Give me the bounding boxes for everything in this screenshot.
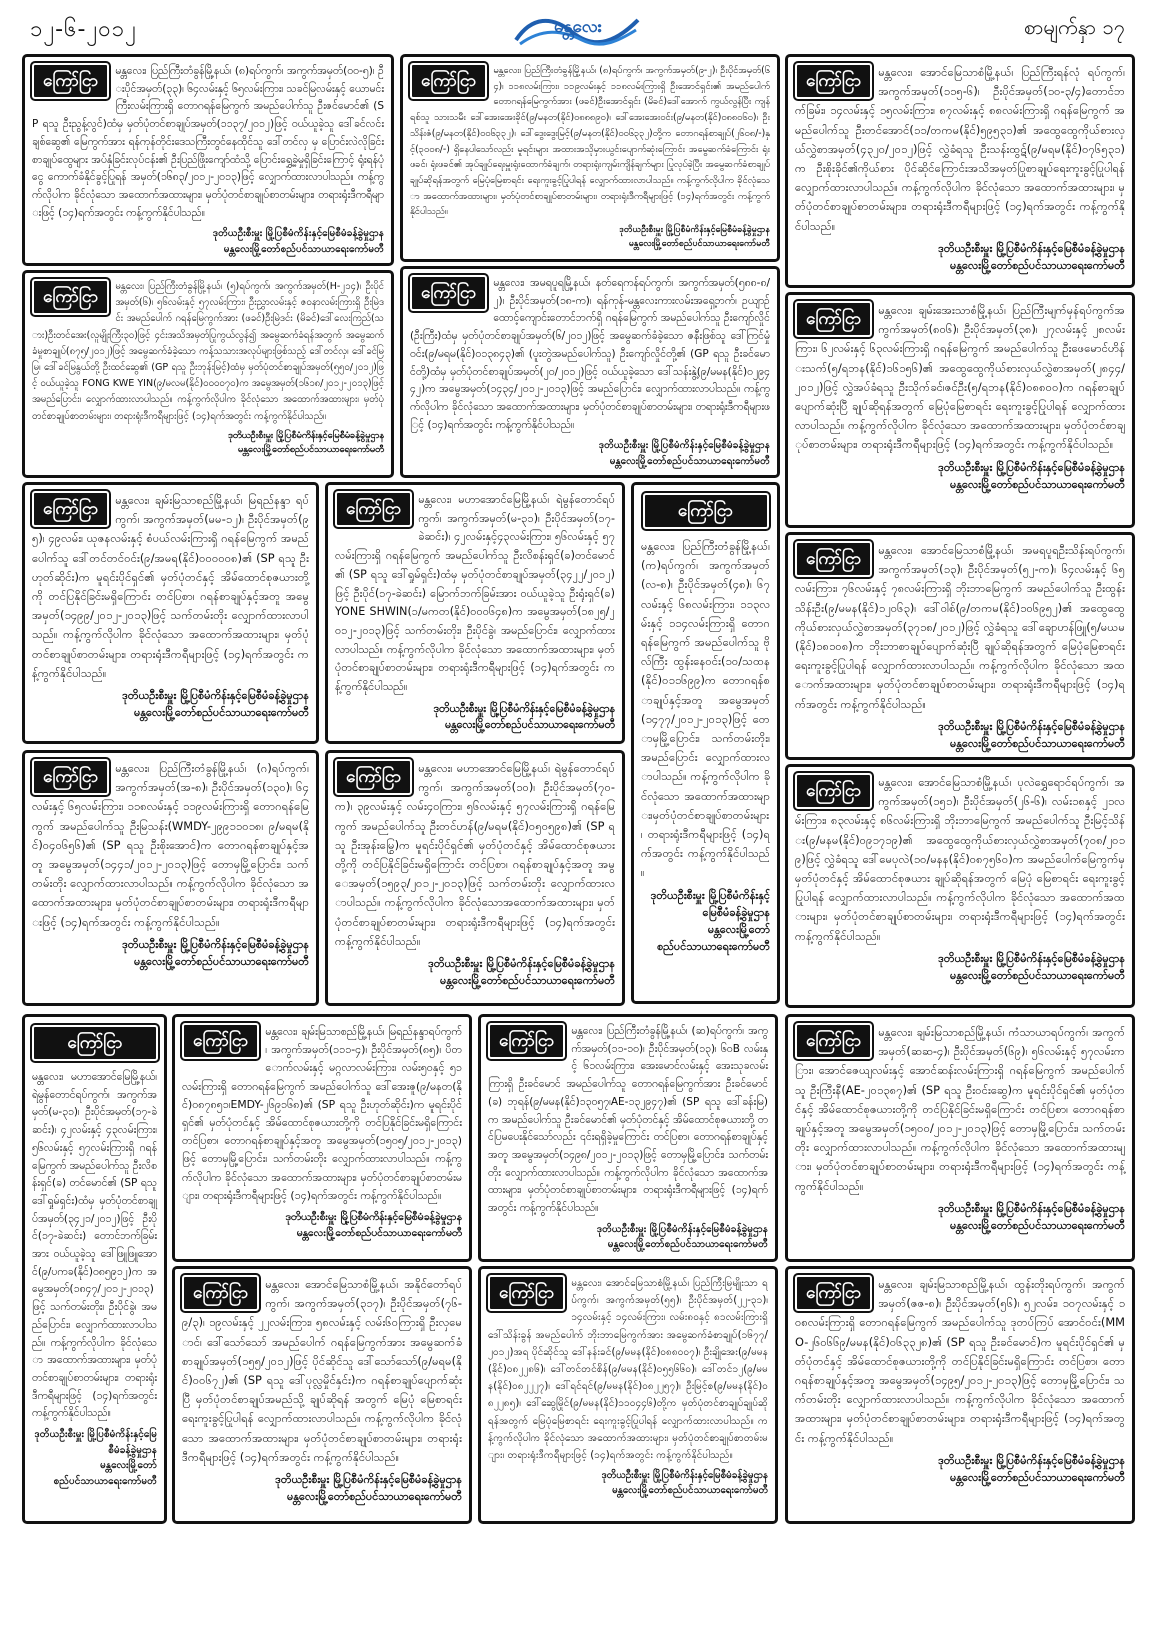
notice-body: မန္တလေး၊ ချမ်းအေးသာစံမြို့နယ်၊ ပြည်ကြီးမျက်မှန်ရပ်ကွက်အကွက်အမှတ်(၈၀၆)၊ ဦးပိုင်အမှတ်(၃၈)၊ ၂၇လမ်းနှင့် ၂၈လမ်းကြား၊ ၆၂လမ်းနှင့် ၆၃လမ်းကြားရှိ ဂရန်မြေကွက် အမည်ပေါက်သူ ဦးဖေမောင်ဟိန်းသက်(၅/ရဘန(နိုင်)၁၆၁၅၆)၏ အထွေထွေကိုယ်စားလှယ်လွှဲစာအမှတ်(၂၈၄၄/၂၀၁၂)ဖြင့် လွှဲအပ်ခံရသူ ဦးသိုက်ခင်၊ဇင်ဦး(၅/ရဘန(နိုင်)၀၈၈၀၀)က ဂရန်စာချုပ်ပျောက်ဆုံးပြီ ချုပ်ဆိုရန်အတွက် မြေပုံမြေစာရင်း ရေးကူးခွင့်ပြုပါရန် လျှောက်ထားလာပါသည်။ ကန့်ကွက်လိုပါက ခိုင်လုံသော အထောက်အထားများ၊ မှတ်ပုံတင်စာချုပ်စာတမ်းများ၊ တရားရုံးဒီကရီများဖြင့် (၁၄)ရက်အတွင်း ကန့်ကွက်နိုင်ပါသည်။ (795, 303, 1125, 452)
notice-tag: ကြော်ငြာ (795, 773, 872, 809)
notice-signature (795, 950, 1125, 984)
notice-tag: ကြော်ငြာ (335, 491, 412, 527)
classified-notice (325, 482, 625, 744)
notice-signature (795, 459, 1125, 493)
classified-notice (325, 750, 625, 1006)
notice-tag: ကြော်ငြာ (335, 759, 412, 795)
notice-signature (32, 226, 384, 257)
notice-body: မန္တလေး၊ ချမ်းမြသာစည်မြို့နယ်၊ ထွန်းတိုးရပ်ကွက်၊ အကွက်အမှတ်(ဇဇ-၈)၊ ဦးပိုင်အမှတ်(၅၆)၊ ၅၂လမ်း၊ ၁၀၇လမ်းနှင့် ၁၀၈လမ်းကြားရှိ တောဂရန်မြေကွက် အမည်ပေါက်သူ ဒုတပ်ကြပ် အောင်ဝင်း(MMO-၂၆၀၆၆၉/မမန(နိုင်)၀၆၃၃၂၈)၏ (SP ရသူ ဦးခင်မောင်)က မူရင်းပိုင်ရှင်၏ မှတ်ပုံတင်နှင့် အိမ်ထောင်စုဇယားတို့ကို တင်ပြနိုင်ခြင်းမရှိကြောင်း တင်ပြစာ၊ တောဂရန်စာချုပ်နှင့်အတူ အမွေအမှတ်(၁၄၉၅/၂၀၁၂-၂၀၁၃)ဖြင့် တောမှမြို့ပြောင်း၊ သက်တမ်းတိုး လျှောက်ထားလာပါသည်။ ကန့်ကွက်လိုပါက ခိုင်လုံသော အထောက်အထားများ၊ မှတ်ပုံတင်စာချုပ်စာတမ်းများ၊ တရားရုံးဒီကရီများဖြင့် (၁၄)ရက်အတွင်း ကန့်ကွက်နိုင်ပါသည်။ (795, 1277, 1125, 1445)
notice-body: မန္တလေး၊ အောင်မြေသာစံမြို့နယ်၊ အမရပူရဦးသိန်းရပ်ကွက်၊ အကွက်အမှတ်(၁၃)၊ ဦးပိုင်အမှတ်(၅၂-က)၊ ၆၄လမ်းနှင့် ၆၅လမ်းကြား၊ ၇၆လမ်းနှင့် ၇၈လမ်းကြားရှိ ဘိုးဘာမြေကွက် အမည်ပေါက်သူ ဦးထွန်းသိန်းဦး(၉/မမန(နိုင်)၁၂၀၆၃)၊ ဒေါ်ဝါစ်(၉/တကမ(နိုင်)၁၀၆၉၅၂)၏ အထွေထွေကိုယ်စားလှယ်လွှဲစာအမှတ်(၃၇၁၈/၂၀၁၂)ဖြင့် လွှဲခံရသူ ဒေါ်ချောဟန်ဖြူ(၅/မယမ(နိုင်)၁၈၁၀၈)က ဘိုးဘာစာချုပ်ပျောက်ဆုံးပြီ ချုပ်ဆိုရန်အတွက် မြေပုံမြေစာရင်း ရေးကူးခွင့်ပြုပါရန် လျှောက်ထားလာပါသည်။ ကန့်ကွက်လိုပါက ခိုင်လုံသော အထောက်အထားများ၊ မှတ်ပုံတင်စာချုပ်စာတမ်းများ၊ တရားရုံးဒီကရီများဖြင့် (၁၄)ရက်အတွင်း ကန့်ကွက်နိုင်ပါသည်။ (795, 543, 1125, 711)
notice-body: မန္တလေး၊ အမရပူရမြို့နယ်၊ နတ်ရေကန်ရပ်ကွက်၊ အကွက်အမှတ်(၅၈၈-၈/၂)၊ ဦးပိုင်အမှတ်(၁၈-က)၊ ရန်ကုန်-မန္တလေးကားလမ်းအရှေ့ဘက်၊ ဥယျာဉ်ထောင့်ကျောင်းတောင်ဘက်ရှိ ဂရန်မြေကွက် အမည်ပေါက်သူ ဦးကျော်လှိုင်(ဦးကြီး)ထံမှ မှတ်ပုံတင်စာချုပ်အမှတ်(၆/၂၀၁၂)ဖြင့် အမွေဆက်ခံခဲ့သော ဇနီးဖြစ်သူ ဒေါ်ကြင်မှုံဝင်း(၉/မရမ(နိုင်)၀၁၃၈၄၃)၏ (ပူးတွဲအမည်ပေါက်သူ) ဦးကျော်လှိုင်တို့၏ (GP ရသူ ဦးခင်မောင်တို့)ထံမှ မှတ်ပုံတင်စာချုပ်အမှတ်(၂၀/၂၀၁၂)ဖြင့် ဝယ်ယူခဲ့သော ဒေါ်သန်းနွဲ့(၉/မမန(နိုင်)၀၂၉၄၄၂)က အမွေအမှတ်(၁၄၃၄/၂၀၁၂-၂၀၁၃)ဖြင့် အမည်ပြောင်း၊ လျှောက်ထားလာပါသည်။ ကန့်ကွက်လိုပါက ခိုင်လုံသော အထောက်အထားများ၊ မှတ်ပုံတင်စာချုပ်စာတမ်းများ၊ တရားရုံးဒီကရီများဖြင့် (၁၄)ရက်အတွင်း ကန့်ကွက်နိုင်ပါသည်။ (410, 277, 770, 431)
notice-tag: ကြော်ငြာ (182, 1275, 259, 1311)
notice-signature (410, 224, 770, 251)
classified-notice (22, 750, 319, 1006)
signature-committee: မန္တလေးမြို့တော်စည်ပင်သာယာရေးကော်မတီ (444, 718, 615, 732)
signature-office: ဒုတိယဦးစီးမှူး မြို့ပြစီမံကိန်းနှင့်မြေစီမံခန့်ခွဲမှုဌာန (938, 719, 1125, 733)
issue-date: ၁၂-၆-၂၀၁၂ (30, 17, 137, 42)
signature-committee: မန္တလေးမြို့တော်စည်ပင်သာယာရေးကော်မတီ (950, 1470, 1125, 1484)
signature-office: ဒုတိယဦးစီးမှူး မြို့ပြစီမံကိန်းနှင့်မြေစီမံခန့်ခွဲမှုဌာန (601, 1470, 768, 1482)
classified-notice (400, 266, 780, 478)
signature-committee: မန္တလေးမြို့တော်စည်ပင်သာယာရေးကော်မတီ (287, 1490, 462, 1504)
classified-notice (785, 1266, 1135, 1524)
signature-committee: မန္တလေးမြို့တော်စည်ပင်သာယာရေးကော်မတီ (950, 968, 1125, 982)
notice-signature (641, 887, 770, 955)
page-number: စာမျက်နှာ ၁၇ (1023, 15, 1125, 39)
notice-signature (32, 936, 309, 970)
signature-office: ဒုတိယဦးစီးမှူး မြို့ပြစီမံကိန်းနှင့်မြေစီမံခန့်ခွဲမှုဌာန (122, 937, 309, 951)
notice-signature (795, 240, 1125, 274)
notice-body: မန္တလေး၊ ပြည်ကြီးတံခွန်မြို့နယ်၊ (ဆ)ရပ်ကွက်၊ အကွက်အမှတ်(၁၁-၁၀)၊ ဦးပိုင်အမှတ်(၁၃)၊ ၆၀B လမ်းနှင့် ၆၁လမ်းကြား၊ အေးမောင်လမ်းနှင့် အေးသုခလမ်းကြားရှိ ဦးခင်မောင် အမည်ပေါက်သူ တောဂရန်မြေကွက်အား ဦးခင်မောင် (ခ) ဘုရန်(၉/မမန(နိုင်)၁၃၀၅၇၊AE-၁၃၂၉၄၇)၏ (SP ရသူ ဒေါ်ခန်းမြ)က အမည်ပေါက်သူ ဦးခင်မောင်၏ မှတ်ပုံတင်နှင့် အိမ်ထောင်စုဇယားတို့ တင်ပြမပေးနိုင်သော်လည်း ၎င်းရရှိခဲ့မှုကြောင်း တင်ပြစာ၊ တောဂရန်စာချုပ်နှင့်အတူ အမွေအမှတ်(၁၄၉၈/၂၀၁၂-၂၀၁၃)ဖြင့် တောမှမြို့ပြောင်း၊ သက်တမ်းတိုး လျှောက်ထားလာပါသည်။ ကန့်ကွက်လိုပါက ခိုင်လုံသော အထောက်အထားများ၊ မှတ်ပုံတင်စာချုပ်စာတမ်းများ၊ တရားရုံးဒီကရီများဖြင့် (၁၄)ရက်အတွင်း ကန့်ကွက်နိုင်ပါသည်။ (488, 1025, 768, 1215)
signature-office: ဒုတိယဦးစီးမှူး မြို့ပြစီမံကိန်းနှင့်မြေစီမံခန့်ခွဲမှုဌာန (650, 888, 770, 919)
classified-notice (172, 1266, 472, 1524)
signature-office: ဒုတိယဦးစီးမှူး မြို့ပြစီမံကိန်းနှင့်မြေစီမံခန့်ခွဲမှုဌာန (596, 1223, 768, 1235)
notice-signature (32, 429, 384, 457)
classified-notice (478, 1014, 778, 1262)
notice-signature (182, 1471, 462, 1505)
logo-text: မန္တလေး (554, 17, 602, 36)
classified-notice (631, 482, 780, 1004)
notice-tag: ကြော်ငြာ (795, 541, 872, 577)
classified-notice (22, 54, 394, 266)
notice-tag: ကြော်ငြာ (32, 491, 109, 527)
notice-body: မန္တလေး၊ ပြည်ကြီးတံခွန်မြို့နယ်၊ (က)ရပ်ကွက်၊ အကွက်အမှတ်(လ-၈)၊ ဦးပိုင်အမှတ်(၄၈)၊ ၆၇လမ်းနှင့် ၆၈လမ်းကြား၊ ၁၁၃လမ်းနှင့် ၁၁၄လမ်းကြားရှိ တောဂရန်မြေကွက် အမည်ပေါက်သူ ဗိုလ်ကြီး ထွန်းနေဝင်း(၁၀/သထန(နိုင်)၀၁၁၆၉၉)က တောဂရန်စာချုပ်နှင့်အတူ အမွေအမှတ် (၁၄၇၇/၂၀၁၂-၂၀၁၃)ဖြင့် တောမှမြို့ပြောင်း၊ သက်တမ်းတိုး၊ အမည်ပြောင်း လျှောက်ထားလာပါသည်။ ကန့်ကွက်လိုပါက ခိုင်လုံသော အထောက်အထားများ၊မှတ်ပုံတင်စာချုပ်စာတမ်းများ၊ တရားရုံးဒီကရီများဖြင့် (၁၄)ရက်အတွင်း ကန့်ကွက်နိုင်ပါသည်။ (641, 539, 770, 880)
signature-committee: မန္တလေးမြို့တော်စည်ပင်သာယာရေးကော်မတီ (950, 736, 1125, 750)
signature-office: ဒုတိယဦးစီးမှူး မြို့ပြစီမံကိန်းနှင့်မြေစီမံခန့်ခွဲမှုဌာန (433, 701, 615, 715)
notice-tag: ကြော်ငြာ (795, 63, 872, 99)
signature-committee: မန္တလေးမြို့တော်စည်ပင်သာယာရေးကော်မတီ (612, 1485, 768, 1497)
notice-signature (32, 1427, 157, 1490)
signature-office: ဒုတိယဦးစီးမှူး မြို့ပြစီမံကိန်းနှင့်မြေစီမံခန့်ခွဲမှုဌာန (122, 689, 309, 703)
notice-body: မန္တလေး၊ ပြည်ကြီးတံခွန်မြို့နယ်၊ (ဂ)ရပ်ကွက်၊ အကွက်အမှတ်(အ-၈)၊ ဦးပိုင်အမှတ်(၁၃၀)၊ ၆၄လမ်းနှင့် ၆၅လမ်းကြား၊ ၁၁၈လမ်းနှင့် ၁၁၉လမ်းကြားရှိ တောဂရန်မြေကွက် အမည်ပေါက်သူ ဦးမြသန်း(WMDY-၂၉၉၁၁၀၁၈၊ ၉/မရမ(နိုင်)၀၄၀၆၅၆)၏ (SP ရသူ ဦးစိုးအောင်)က တောဂရန်စာချုပ်နှင့်အတူ အမွေအမှတ်(၁၄၄၁/၂၀၁၂-၂၀၁၃)ဖြင့် တောမှမြို့ပြောင်း၊ သက်တမ်းတိုး လျှောက်ထားလာပါသည်။ ကန့်ကွက်လိုပါက ခိုင်လုံသော အထောက်အထားများ၊ မှတ်ပုံတင်စာချုပ်စာတမ်းများ၊ တရားရုံးဒီကရီများဖြင့် (၁၄)ရက်အတွင်း ကန့်ကွက်နိုင်ပါသည်။ (32, 761, 309, 929)
signature-committee: မန္တလေးမြို့တော်စည်ပင်သာယာရေးကော်မတီ (609, 456, 770, 468)
classified-notice (478, 1266, 778, 1524)
classified-notice (172, 1014, 472, 1262)
signature-committee: မန္တလေးမြို့တော်စည်ပင်သာယာရေးကော်မတီ (134, 954, 309, 968)
classified-notice (400, 54, 780, 262)
classified-notice (785, 292, 1135, 528)
classified-notice (785, 1014, 1135, 1262)
signature-committee: မန္တလေးမြို့တော်စည်ပင်သာယာရေးကော်မတီ (950, 1218, 1125, 1232)
notice-body: မန္တလေး၊ ပြည်ကြီးတံခွန်မြို့နယ်၊ (၅)ရပ်ကွက်၊ အကွက်အမှတ်(H-၂၁၄)၊ ဦးပိုင်အမှတ်(၆)၊ ၅၆လမ်းနှင့် ၅၇လမ်းကြား၊ ဦးညွှာလမ်းနှင့် ဇဝနာလမ်းကြားရှိ ဦးမြဲဒင်း အမည်ပေါက် ဂရန်မြေကွက်အား (ဖခင်)ဦးမြဲဒင်း (မိခင်)ဒေါ်လေးကြည်(သား)ဦးတင်အေး(လူမျိုးကြီး၃၀)ဖြင့် ၄င်းအသိအမှတ်ပြုကွယ်လွန်၍ အမွေဆက်ခံရန်အတွက် အမွေဆက်ခံမှုစာချုပ်(၈၇၅/၂၀၁၂)ဖြင့် အမွေဆက်ခံခဲ့သော ကန့်သသားအလုပ်များဖြစ်သည့် ဒေါ်တင်လှ၊ ဒေါ်ခင်မြမြ၊ ဒေါ်ခင်မြနွယ်တို့ ဦးထင်ဆွေ၏ (GP ရသူ ဦးဘုန်းမြင့်)ထံမှ မှတ်ပုံတင်စာချုပ်အမှတ်(၅၅၀/၂၀၁၂)ဖြင့် ဝယ်ယူခဲ့သူ FONG KWE YIN(၉/မလမ(နိုင်)၀၀၀၀၇၀)က အမွေအမှတ်(၁၆၁၈/၂၀၁၂-၂၀၁၃)ဖြင့် အမည်ပြောင်း၊ လျှောက်ထားလာပါသည်။ ကန့်ကွက်လိုပါက ခိုင်လုံသော အထောက်အထားများ၊ မှတ်ပုံတင်စာချုပ်စာတမ်းများ၊ တရားရုံးဒီကရီများဖြင့် (၁၄)ရက်အတွင်း ကန့်ကွက်နိုင်ပါသည်။ (32, 281, 384, 422)
signature-committee: မန္တလေးမြို့တော်စည်ပင်သာယာရေးကော်မတီ (440, 974, 615, 988)
notice-tag: ကြော်ငြာ (32, 1025, 158, 1061)
notice-body: မန္တလေး၊ အောင်မြေသာစံမြို့နယ်၊ ပုလဲရွှေရောင်ရပ်ကွက်၊ အကွက်အမှတ်(၁၅၁)၊ ဦးပိုင်အမှတ်(၂၆-၆)၊ လမ်း၁၈နှင့် ၂၁လမ်းကြား၊ ၈၃လမ်းနှင့် ၈၆လမ်းကြားရှိ ဘိုးဘာမြေကွက် အမည်ပေါက်သူ ဦးမြင့်သိန်း(၉/မနမ(နိုင်)၀၉၁၇၁၉)၏ အထွေထွေကိုယ်စားလှယ်လွှဲစာအမှတ်(၇၀၈/၂၀၁၉)ဖြင့် လွှဲခံရသူ ဒေါ်မေပုလဲ(၁၀/မနန(နိုင်)၀၈၇၅၆၀)က အမည်ပေါက်မြေကွက်မှ မှတ်ပုံတင်နှင့် အိမ်ထောင်စုဇယား ချုပ်ဆိုရန်အတွက် မြေပုံ မြေစာရင်း ရေးကူးခွင့်ပြုပါရန် လျှောက်ထားလာပါသည်။ ကန့်ကွက်လိုပါက ခိုင်လုံသော အထောက်အထားများ၊ မှတ်ပုံတင်စာချုပ်စာတမ်းများ၊ တရားရုံးဒီကရီများဖြင့် (၁၄)ရက်အတွင်း ကန့်ကွက်နိုင်ပါသည်။ (795, 775, 1125, 943)
classified-notice (22, 482, 319, 744)
signature-office: ဒုတိယဦးစီးမှူး မြို့ပြစီမံကိန်းနှင့်မြေစီမံခန့်ခွဲမှုဌာန (938, 460, 1125, 474)
notice-signature (795, 1452, 1125, 1486)
signature-committee: မန္တလေးမြို့တော်စည်ပင်သာယာရေးကော်မတီ (950, 477, 1125, 491)
notice-body: မန္တလေး၊ ချမ်းမြသာစည်မြို့နယ်၊ ကံသာယာရပ်ကွက်၊ အကွက်အမှတ်(ဆဆ-၄)၊ ဦးပိုင်အမှတ်(၆၉)၊ ၅၆လမ်းနှင့် ၅၇လမ်းကြား၊ အောင်ဇေယျလမ်းနှင့် အောင်ဆန်းလမ်းကြားရှိ ဂရန်မြေကွက် အမည်ပေါက်သူ ဦးကြီးနီ(AE-၂၀၁၃၈၇)၏ (SP ရသူ ဦးဝင်းဆွေ)က မူရင်းပိုင်ရှင်၏ မှတ်ပုံတင်နှင့် အိမ်ထောင်စုဇယားတို့ကို တင်ပြနိုင်ခြင်းမရှိကြောင်း တင်ပြစာ၊ တောဂရန်စာချုပ်နှင့်အတူ အမွေအမှတ်(၁၅၀၀/၂၀၁၂-၂၀၁၃)ဖြင့် တောမှမြို့ပြောင်း၊ သက်တမ်းတိုး လျှောက်ထားလာပါသည်။ ကန့်ကွက်လိုပါက ခိုင်လုံသော အထောက်အထားများ၊ မှတ်ပုံတင်စာချုပ်စာတမ်းများ၊ တရားရုံးဒီကရီများဖြင့် (၁၄)ရက်အတွင်း ကန့်ကွက်နိုင်ပါသည်။ (795, 1025, 1125, 1193)
notice-signature (32, 687, 309, 721)
signature-office: ဒုတိယဦးစီးမှူး မြို့ပြစီမံကိန်းနှင့်မြေစီမံခန့်ခွဲမှုဌာန (938, 951, 1125, 965)
notice-tag: ကြော်ငြာ (488, 1023, 565, 1059)
notice-tag: ကြော်ငြာ (795, 301, 872, 337)
notice-tag: ကြော်ငြာ (32, 63, 109, 99)
notice-tag: ကြော်ငြာ (32, 279, 109, 315)
newspaper-logo (512, 10, 642, 48)
signature-office: ဒုတိယဦးစီးမှူး မြို့ပြစီမံကိန်းနှင့်မြေစီမံခန့်ခွဲမှုဌာန (938, 1453, 1125, 1467)
notice-tag: ကြော်ငြာ (795, 1275, 872, 1311)
signature-committee: မန္တလေးမြို့တော်စည်ပင်သာယာရေးကော်မတီ (134, 706, 309, 720)
notice-signature (488, 1468, 768, 1498)
notice-signature (795, 718, 1125, 752)
signature-office: ဒုတိယဦးစီးမှူး မြို့ပြစီမံကိန်းနှင့်မြေစီမံခန့်ခွဲမှုဌာန (285, 1211, 462, 1224)
notice-tag: ကြော်ငြာ (182, 1023, 259, 1059)
notice-body: မန္တလေး၊ မဟာအောင်မြေမြို့နယ်၊ ရဲမွန်တောင်ရပ်ကွက်၊ အကွက်အမှတ်(မ-၃၁)၊ ဦးပိုင်အမှတ်(၁၇-ခဲဆင်း)၊ ၄၂လမ်းနှင့် ၄၃လမ်းကြား၊ ၅၆လမ်းနှင့် ၅၇လမ်းကြားရှိ ဂရန်မြေကွက် အမည်ပေါက်သူ ဦးလိစန်းရှင်(ခ) တင်မောင်၏ (SP ရသူ ဒေါ်ရှုမ်ရှင်း)ထံမှ မှတ်ပုံတင်စာချုပ်အမှတ်(၃၄၂၁/၂၀၁၂)ဖြင့် ဦးပိုင်(၁၇-ခဲဆင်း) တောင်ဘက်ခြမ်းအား ဝယ်ယူခဲ့သူ ဒေါ်ဖြူဖြူအောင်(၉/ပကခ(နိုင်)၀၈၅၉၁၂)က အမွေအမှတ်(၁၈၄၇/၂၀၁၂-၂၀၁၃)ဖြင့် သက်တမ်းတိုး၊ ဦးပိုင်ခွဲ၊ အမည်ပြောင်း၊ လျှောက်ထားလာပါသည်။ ကန့်ကွက်လိုပါက ခိုင်လုံသော အထောက်အထားများ၊ မှတ်ပုံတင်စာချုပ်စာတမ်းများ၊ တရားရုံးဒီကရီများဖြင့် (၁၄)ရက်အတွင်း ကန့်ကွက်နိုင်ပါသည်။ (32, 1071, 157, 1420)
notice-body: မန္တလေး၊ ပြည်ကြီးတံခွန်မြို့နယ်၊ (၈)ရပ်ကွက်၊ အကွက်အမှတ်(၀၀-၅)၊ ဦးပိုင်အမှတ်(၃၃)၊ ၆၄လမ်းနှင့် ၆၅လမ်းကြား၊ သခင်မြလမ်းနှင့် ယောမင်းကြီးလမ်းကြားရှိ တောဂရန်မြေကွက် အမည်ပေါက်သူ ဦးဇင်မောင်၏ (SP ရသူ ဦးညွန့်လွင်)ထံမှ မှတ်ပုံတင်စာချုပ်အမှတ်(၁၁၃၇/၂၀၁၂)ဖြင့် ဝယ်ယူခဲ့သူ ဒေါ်ခင်လင်းချစ်ဆွေ၏ မြေကွက်အား ရန်ကုန်တိုင်းဒေသကြီးတွင်နေထိုင်သူ ဒေါ်တင်လှ မှ ပြောင်းလဲလိုခြင်း စာချုပ်ထွေများ အပ်နှံခြင်းလုပ်ငန်း၏ ဦးပြည်ဖြိုးကျော်ထံသို့ ပြောင်းရွှေ့ခဲ့မှုရှိခြင်းကြောင့် ရုံးရန်ပုံငွေ ကောက်ခံနိုင်ခွင့်ပြုရန် အမှတ်(၁၆၈၃/၂၀၁၂-၂၀၁၃)ဖြင့် လျှောက်ထားလာပါသည်။ ကန့်ကွက်လိုပါက ခိုင်လုံသော အထောက်အထားများ၊ မှတ်ပုံတင်စာချုပ်စာတမ်းများ၊ တရားရုံးဒီကရီများဖြင့် (၁၄)ရက်အတွင်း ကန့်ကွက်နိုင်ပါသည်။ (32, 65, 384, 219)
signature-office: ဒုတိယဦးစီးမှူး မြို့ပြစီမံကိန်းနှင့်မြေစီမံခန့်ခွဲမှုဌာန (227, 429, 384, 441)
notice-tag: ကြော်ငြာ (32, 759, 109, 795)
classified-notice (22, 270, 394, 478)
notice-body: မန္တလေး၊ မဟာအောင်မြေမြို့နယ်၊ ရဲမွန်တောင်ရပ်ကွက်၊ အကွက်အမှတ်(၁၀)၊ ဦးပိုင်အမှတ်(၇၀-က)၊ ၃၉လမ်းနှင့် လမ်း၄၀ကြား၊ ၅၆လမ်းနှင့် ၅၇လမ်းကြားရှိ ဂရန်မြေကွက် အမည်ပေါက်သူ ဦးတင်ဟန်(၉/မရမ(နိုင်)၀၅၀၅၉၈)၏ (SP ရသူ ဦးအုန်းမြွေ)က မူရင်းပိုင်ရှင်၏ မှတ်ပုံတင်နှင့် အိမ်ထောင်စုဇယားတို့ကို တင်ပြနိုင်ခြင်းမရှိကြောင်း တင်ပြစာ၊ ဂရန်စာချုပ်နှင့်အတူ အမွေအမှတ်(၁၅၉၃/၂၀၁၂-၂၀၁၃)ဖြင့် သက်တမ်းတိုး လျှောက်ထားလာပါသည်။ ကန့်ကွက်လိုပါက ခိုင်လုံသောအထောက်အထားများ၊ မှတ်ပုံတင်စာချုပ်စာတမ်းများ၊ တရားရုံးဒီကရီများဖြင့် (၁၄)ရက်အတွင်း ကန့်ကွက်နိုင်ပါသည်။ (335, 761, 615, 948)
notice-body: မန္တလေး၊ ချမ်းမြသာစည်မြို့နယ်၊ မြရည်နန္ဒာ ရပ်ကွက်၊ အကွက်အမှတ်(မမ-၁၂)၊ ဦးပိုင်အမှတ်(၉၅)၊ ၄၉လမ်း၊ ယုဇနလမ်းနှင့် စံပယ်လမ်းကြားရှိ ဂရန်မြေကွက် အမည်ပေါက်သူ ဒေါ်တင်တင်ဝင်း(၉/အမရ(နိုင်)၀၀၀၀၀၈)၏ (SP ရသူ ဦးဟုတ်ဆိုင်း)က မူရင်းပိုင်ရှင်၏ မှတ်ပုံတင်နှင့် အိမ်ထောင်စုဇယားတို့ကို တင်ပြနိုင်ခြင်းမရှိကြောင်း တင်ပြစာ၊ ဂရန်စာချုပ်နှင့်အတူ အမွေအမှတ်(၁၄၉၉/၂၀၁၂-၂၀၁၃)ဖြင့် သက်တမ်းတိုး လျှောက်ထားလာပါသည်။ ကန့်ကွက်လိုပါက ခိုင်လုံသော အထောက်အထားများ၊ မှတ်ပုံတင်စာချုပ်စာတမ်းများ၊ တရားရုံးဒီကရီများဖြင့် (၁၄)ရက်အတွင်း ကန့်ကွက်နိုင်ပါသည်။ (32, 493, 309, 680)
classified-notice (22, 1014, 167, 1524)
classified-notice (785, 54, 1135, 288)
notice-body: မန္တလေး၊ အောင်မြေသာစံမြို့နယ်၊ ပြည်ကြီးမြမျိုးသာ ရပ်ကွက်၊ အကွက်အမှတ်(၅၅)၊ ဦးပိုင်အမှတ်(၂၂-၃၁)၊ ၁၄လမ်းနှင့် ၁၄လမ်းကြား၊ လမ်း၈၀နှင့် ၈၁လမ်းကြားရှိ ဒေါ်သိန်းခွန် အမည်ပေါက် ဘိုးဘာမြေကွက်အား အမွေဆက်ခံစာချုပ်(၁၆၇၇/၂၀၁၂)အရ ပိုင်ဆိုင်သူ ဒေါ်နန်းခင်(၉/မမန(နိုင်)၀၈၈၀၀၇)၊ ဦးချိုအေး(၉/မမန(နိုင်)၀၈၂၂၈၆)၊ ဒေါ်တင်တင်စိန်(၉/မမန(နိုင်)၀၅၅၆၆၀)၊ ဒေါ်တင်၁၂(၉/မမန(နိုင်)၀၈၂၂၂၇)၊ ဒေါ်ရင်ရင်(၉/မမန(နိုင်)၀၈၂၂၅၇)၊ ဦးမြင့်စ(၉/မမန(နိုင်)၀၈၂၂၈၅)၊ ဒေါ်ဆွေမြိုင်(၉/မမန(နိုင်)၁၁၀၄၄၆)တို့က မှတ်ပုံတင်စာချုပ်ချုပ်ဆိုရန်အတွက် မြေပုံမြေစာရင်း ရေးကူးခွင့်ပြုပါရန် လျှောက်ထားလာပါသည်။ ကန့်ကွက်လိုပါက ခိုင်လုံသော အထောက်အထားများ၊ မှတ်ပုံတင်စာချုပ်စာတမ်းများ၊ တရားရုံးဒီကရီများဖြင့် (၁၄)ရက်အတွင်း ကန့်ကွက်နိုင်ပါသည်။ (488, 1278, 768, 1462)
signature-committee: မန္တလေးမြို့တော်စည်ပင်သာယာရေးကော်မတီ (657, 922, 770, 953)
signature-committee: မန္တလေးမြို့တော်စည်ပင်သာယာရေးကော်မတီ (950, 258, 1125, 272)
notice-tag: ကြော်ငြာ (643, 493, 769, 529)
classified-notice (785, 532, 1135, 760)
notice-tag: ကြော်ငြာ (410, 275, 487, 311)
signature-committee: မန္တလေးမြို့တော်စည်ပင်သာယာရေးကော်မတီ (607, 1239, 768, 1251)
signature-office: ဒုတိယဦးစီးမှူး မြို့ပြစီမံကိန်းနှင့်မြေစီမံခန့်ခွဲမှုဌာန (275, 1473, 462, 1487)
signature-committee: မန္တလေးမြို့တော်စည်ပင်သာယာရေးကော်မတီ (296, 1227, 462, 1240)
notice-signature (410, 438, 770, 469)
signature-office: ဒုတိယဦးစီးမှူး မြို့ပြစီမံကိန်းနှင့်မြေစီမံခန့်ခွဲမှုဌာန (34, 1429, 157, 1456)
signature-office: ဒုတိယဦးစီးမှူး မြို့ပြစီမံကိန်းနှင့်မြေစီမံခန့်ခွဲမှုဌာန (598, 440, 770, 452)
signature-committee: မန္တလေးမြို့တော်စည်ပင်သာယာရေးကော်မတီ (628, 238, 770, 249)
notice-signature (335, 701, 615, 734)
notice-body: မန္တလေး၊ အောင်မြေသာစံမြို့နယ်၊ ပြည်ကြီးရန်လုံ ရပ်ကွက်၊ အကွက်အမှတ်(၁၁၅-၆)၊ ဦးပိုင်အမှတ်(၁၀-၃/၄)တောင်ဘက်ခြမ်း၊ ၁၄လမ်းနှင့် ၁၅လမ်းကြား၊ ၈၇လမ်းနှင့် ၈၈လမ်းကြားရှိ ဂရန်မြေကွက် အမည်ပေါက်သူ ဦးတင်အောင်(၁၁/တကမ(နိုင်)၅၉၅၃၁)၏ အထွေထွေကိုယ်စားလှယ်လွှဲစာအမှတ်(၄၃၂၀/၂၀၁၂)ဖြင့် လွှဲခံရသူ ဦးသန်းထွဋ်(၉/မရမ(နိုင်)၀၇၆၅၃၁)က ဦးစိုးခိုင်၏ကိုယ်စား ပိုင်ဆိုင်ကြောင်းအသိအမှတ်ပြုစာချုပ်ရေးကူးခွင့်ပြုပါရန် လျှောက်ထားလာပါသည်။ ကန့်ကွက်လိုပါက ခိုင်လုံသော အထောက်အထားများ၊ မှတ်ပုံတင်စာချုပ်စာတမ်းများ၊ တရားရုံးဒီကရီများဖြင့် (၁၄)ရက်အတွင်း ကန့်ကွက်နိုင်ပါသည်။ (795, 65, 1125, 233)
signature-office: ဒုတိယဦးစီးမှူး မြို့ပြစီမံကိန်းနှင့်မြေစီမံခန့်ခွဲမှုဌာန (212, 228, 384, 240)
notice-tag: ကြော်ငြာ (795, 1023, 872, 1059)
notice-signature (182, 1209, 462, 1241)
signature-office: ဒုတိယဦးစီးမှူး မြို့ပြစီမံကိန်းနှင့်မြေစီမံခန့်ခွဲမှုဌာန (938, 1201, 1125, 1215)
signature-committee: မန္တလေးမြို့တော်စည်ပင်သာယာရေးကော်မတီ (53, 1460, 157, 1488)
signature-office: ဒုတိယဦးစီးမှူး မြို့ပြစီမံကိန်းနှင့်မြေစီမံခန့်ခွဲမှုဌာန (428, 957, 615, 971)
signature-committee: မန္တလေးမြို့တော်စည်ပင်သာယာရေးကော်မတီ (223, 244, 384, 256)
notice-body: မန္တလေး၊ ချမ်းမြသာစည်မြို့နယ်၊ မြရည်နန္ဒာရပ်ကွက်၊ အကွက်အမှတ်(၁၁၁-၄)၊ ဦးပိုင်အမှတ်(၈၅)၊ ပိတောက်လမ်းနှင့် မဂ္ဂလာလမ်းကြား၊ လမ်း၅၀နှင့် ၅၁လမ်းကြားရှိ တောဂရန်မြေကွက် အမည်ပေါက်သူ ဒေါ်အေးဇူ(၉/မနတ(နိုင်)၀၈၇၈၅၁၊EMDY-၂၆၉၁၆၈)၏ (SP ရသူ ဦးဟုတ်ဆိုင်း)က မူရင်းပိုင်ရှင်၏ မှတ်ပုံတင်နှင့် အိမ်ထောင်စုဇယားတို့ကို တင်ပြနိုင်ခြင်းမရှိကြောင်း တင်ပြစာ၊ တောဂရန်စာချုပ်နှင့်အတူ အမွေအမှတ်(၁၅၀၅/၂၀၁၂-၂၀၁၃)ဖြင့် တောမှမြို့ပြောင်း၊ သက်တမ်းတိုး လျှောက်ထားလာပါသည်။ ကန့်ကွက်လိုပါက ခိုင်လုံသော အထောက်အထားများ၊ မှတ်ပုံတင်စာချုပ်စာတမ်းများ၊ တရားရုံးဒီကရီများဖြင့် (၁၄)ရက်အတွင်း ကန့်ကွက်နိုင်ပါသည်။ (182, 1025, 462, 1202)
notice-body: မန္တလေး၊ အောင်မြေသာစံမြို့နယ်၊ အနိုင်တော်ရပ်ကွက်၊ အကွက်အမှတ်(၃၁၇)၊ ဦးပိုင်အမှတ်(၇၆-၉/၃)၊ ၁၉လမ်းနှင့် ၂၂လမ်းကြား၊ ၅၈လမ်းနှင့် လမ်း၆၀ကြားရှိ ဦးလှမောင်၊ ဒေါ်သော်သော် အမည်ပေါက် ဂရန်မြေကွက်အား အမွေဆက်ခံစာချုပ်အမှတ်(၁၅၅/၂၀၁၂)ဖြင့် ပိုင်ဆိုင်သူ ဒေါ်သော်သော်(၉/မရမ(နိုင်)၀၀၆၇၂)၏ (SP ရသူ ဒေါ်ပုလ္လမှိုင်နှင်း)က ဂရန်စာချုပ်ပျောက်ဆုံးပြီ မှတ်ပုံတင်စာချုပ်အမည်သို့ ချုပ်ဆိုရန် အတွက် မြေပုံ မြေစာရင်း ရေးကူးခွင့်ပြုပါရန် လျှောက်ထားလာပါသည်။ ကန့်ကွက်လိုပါက ခိုင်လုံသော အထောက်အထားများ၊ မှတ်ပုံတင်စာချုပ်စာတမ်းများ၊ တရားရုံးဒီကရီများဖြင့် (၁၄)ရက်အတွင်း ကန့်ကွက်နိုင်ပါသည်။ (182, 1277, 462, 1464)
notice-signature (488, 1222, 768, 1253)
signature-office: ဒုတိယဦးစီးမှူး မြို့ပြစီမံကိန်းနှင့်မြေစီမံခန့်ခွဲမှုဌာန (619, 225, 770, 236)
page-header (0, 0, 1157, 52)
notice-body: မန္တလေး၊ ပြည်ကြီးတံခွန်မြို့နယ်၊ (၈)ရပ်ကွက်၊ အကွက်အမှတ်(၉-၂)၊ ဦးပိုင်အမှတ်(၆၄)၊ ၁၁၈လမ်းကြား၊ ၁၁၉လမ်းနှင့် ၁၁၈လမ်းကြားရှိ ဦးအောင်ရှင်း၏ အမည်ပေါက် တောဂရန်မြေကွက်အား (ဖခင်)ဦးအောင်ရှင်း (မိခင်)ဒေါ်အောက် ကွယ်လွန်ပြီး ကျန်ရစ်သူ သားသမီး ဒေါ်အေးအေးခိုင်(၉/မနတ(နိုင်)၀၈၈၈၉၀)၊ ဒေါ်အေးအေးဝင်း(၉/မနတ(နိုင်)၀၈၈၀၆၀)၊ ဦးသိန်းဇံ(၉/မနတ(နိုင်)၀၀၆၃၃၂)၊ ဒေါ်ဒွေးဒွေးမြင့်(၉/မနတ(နိုင်)၀၀၆၃၃၂)တို့က တောဂရန်စာချုပ်(၂၆၀၈/-)နှင့်(၃၀၀၈/-) ရှိနေပါသော်လည်း မူရင်းများ အထားအသိုမှားယွင်းပျောက်ဆုံးကြောင်း အမွေဆက်ခံကြောင်း ရုံးဖခင်၊ ရုံးဖခင်၏ အုပ်ချုပ်ရေးမှူးရုံးထောက်ခံချက်၊ တရားရုံးကျမ်းကျိန်ချက်များ ပြုလုပ်ခဲ့ပြီး အမွေဆက်ခံစာချုပ်ချုပ်ဆိုရန်အတွက် မြေပုံမြေစာရင်း ရေးကူးခွင့်ပြုပါရန် လျှောက်ထားလာပါသည်။ ကန့်ကွက်လိုပါက ခိုင်လုံသော အထောက်အထားများ၊ မှတ်ပုံတင်စာချုပ်စာတမ်းများ၊ တရားရုံးဒီကရီများဖြင့် (၁၄)ရက်အတွင်း ကန့်ကွက်နိုင်ပါသည်။ (410, 65, 770, 218)
signature-committee: မန္တလေးမြို့တော်စည်ပင်သာယာရေးကော်မတီ (237, 444, 384, 456)
notice-body: မန္တလေး၊ မဟာအောင်မြေမြို့နယ်၊ ရဲမွန်တောင်ရပ်ကွက်၊ အကွက်အမှတ်(မ-၃၁)၊ ဦးပိုင်အမှတ်(၁၇-ခဲဆင်း)၊ ၄၂လမ်းနှင့်၄၃လမ်းကြား၊ ၅၆လမ်းနှင့် ၅၇လမ်းကြားရှိ ဂရန်မြေကွက် အမည်ပေါက်သူ ဦးလိစန်းရှင်(ခ)တင်မောင်၏ (SP ရသူ ဒေါ်ရှုမ်ရှင်း)ထံမှ မှတ်ပုံတင်စာချုပ်အမှတ်(၃၄၂၂/၂၀၁၂)ဖြင့် ဦးပိုင်(၁၇-ခဲဆင်း) မြောက်ဘက်ခြမ်းအား ဝယ်ယူခဲ့သူ ဦးရုံးရှင်(ခ)YONE SHWIN(၁/မကတ(နိုင်)၀၀၀၆၄၈)က အမွေအမှတ်(၁၈၂၅/၂၀၁၂-၂၀၁၃)ဖြင့် သက်တမ်းတိုး၊ ဦးပိုင်ခွဲ၊ အမည်ပြောင်း၊ လျှောက်ထားလာပါသည်။ ကန့်ကွက်လိုပါက ခိုင်လုံသော အထောက်အထားများ၊ မှတ်ပုံတင်စာချုပ်စာတမ်းများ၊ တရားရုံးဒီကရီများဖြင့် (၁၄)ရက်အတွင်း ကန့်ကွက်နိုင်ပါသည်။ (335, 493, 615, 694)
signature-office: ဒုတိယဦးစီးမှူး မြို့ပြစီမံကိန်းနှင့်မြေစီမံခန့်ခွဲမှုဌာန (938, 241, 1125, 255)
notice-signature (335, 955, 615, 989)
notice-tag: ကြော်ငြာ (488, 1275, 565, 1311)
classified-notice (785, 764, 1135, 1008)
notice-signature (795, 1200, 1125, 1234)
notice-tag: ကြော်ငြာ (410, 63, 487, 99)
